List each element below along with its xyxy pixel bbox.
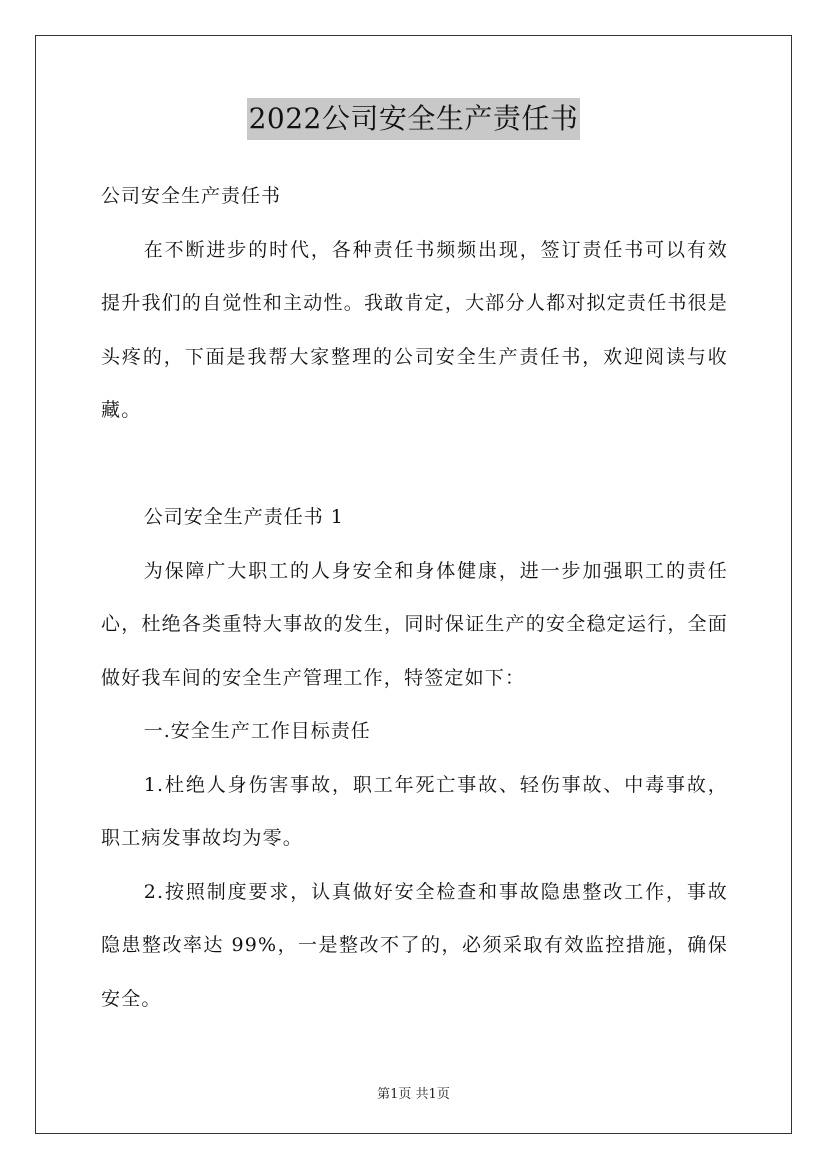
item-1-paragraph: 1.杜绝人身伤害事故，职工年死亡事故、轻伤事故、中毒事故，职工病发事故均为零。 xyxy=(101,773,728,849)
title-area xyxy=(0,98,827,140)
document-subtitle: 公司安全生产责任书 xyxy=(101,185,282,207)
blank-line xyxy=(101,438,728,492)
document-body xyxy=(101,170,728,1026)
item-2-paragraph: 2.按照制度要求，认真做好安全检查和事故隐患整改工作，事故隐患整改率达 99%，一是整改不了的，必须采取有效监控措施，确保安全。 xyxy=(101,880,728,1010)
section-intro-paragraph: 为保障广大职工的人身安全和身体健康，进一步加强职工的责任心，杜绝各类重特大事故的发生，同时保证生产的安全稳定运行，全面做好我车间的安全生产管理工作，特签定如下： xyxy=(101,559,728,689)
intro-paragraph: 在不断进步的时代，各种责任书频频出现，签订责任书可以有效提升我们的自觉性和主动性。我敢肯定，大部分人都对拟定责任书很是头疼的，下面是我帮大家整理的公司安全生产责任书，欢迎阅读与收藏。 xyxy=(101,238,728,421)
page-footer xyxy=(0,1083,827,1102)
part-heading: 一.安全生产工作目标责任 xyxy=(143,720,371,742)
document-title: 2022公司安全生产责任书 xyxy=(247,98,581,140)
section-heading: 公司安全生产责任书 1 xyxy=(143,506,344,528)
page-number-label: 第1页 共1页 xyxy=(377,1087,450,1102)
